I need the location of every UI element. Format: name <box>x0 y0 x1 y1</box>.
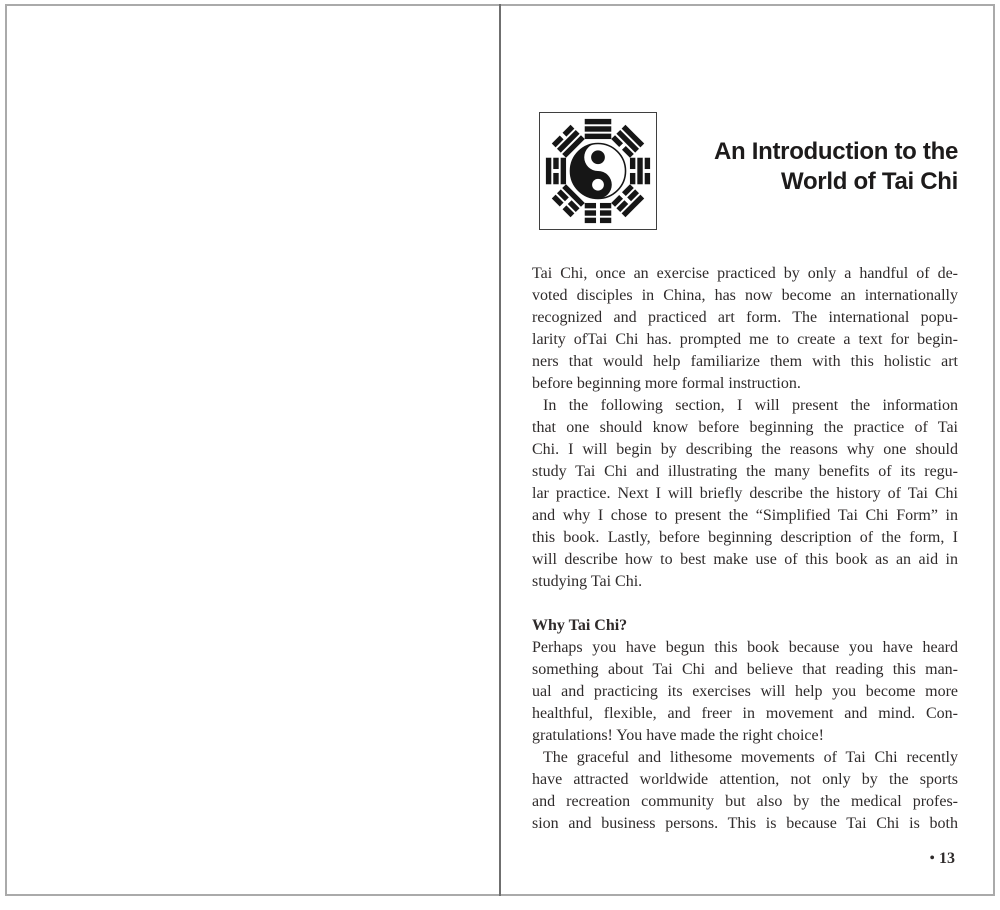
text-line: healthful, flexible, and freer in movement and mind. Con- <box>532 705 958 722</box>
text-line: and why I chose to present the “Simplified Tai Chi Form” in <box>532 507 958 524</box>
text-line: before beginning more formal instruction. <box>532 375 801 392</box>
text-line: recognized and practiced art form. The international popu- <box>532 309 958 326</box>
chapter-title-line-1: An Introduction to the <box>713 138 958 165</box>
text-line: study Tai Chi and illustrating the many benefits of its regu- <box>532 463 958 480</box>
section-heading: Why Tai Chi? <box>532 617 628 634</box>
bullet-icon: • <box>929 850 935 867</box>
text-line: studying Tai Chi. <box>532 573 643 590</box>
body-text <box>532 263 958 835</box>
chapter-title <box>538 137 958 197</box>
text-line: Tai Chi, once an exercise practiced by only a handful of de- <box>532 265 958 282</box>
text-line: Chi. I will begin by describing the reasons why one should <box>532 441 958 458</box>
text-line: Perhaps you have begun this book because you have heard <box>532 639 958 656</box>
text-line: ners that would help familiarize them with this holistic art <box>532 353 958 370</box>
text-line: and recreation community but also by the medical profes- <box>532 793 958 810</box>
page-number-value: 13 <box>939 850 955 867</box>
page-number <box>929 848 955 870</box>
text-line: sion and business persons. This is because Tai Chi is both <box>532 815 958 832</box>
text-line: In the following section, I will present the information <box>543 397 958 414</box>
page-left-blank <box>7 6 499 894</box>
text-line: lar practice. Next I will briefly describe the history of Tai Chi <box>532 485 958 502</box>
text-line: have attracted worldwide attention, not only by the sports <box>532 771 958 788</box>
text-line: will describe how to best make use of this book as an aid in <box>532 551 958 568</box>
text-line: gratulations! You have made the right choice! <box>532 727 824 744</box>
chapter-title-line-2: World of Tai Chi <box>781 168 958 195</box>
text-line: this book. Lastly, before beginning description of the form, I <box>532 529 958 546</box>
text-line: something about Tai Chi and believe that reading this man- <box>532 661 958 678</box>
text-line: ual and practicing its exercises will help you become more <box>532 683 958 700</box>
text-line: voted disciples in China, has now become an internationally <box>532 287 958 304</box>
text-line: The graceful and lithesome movements of Tai Chi recently <box>543 749 958 766</box>
text-line: that one should know before beginning the practice of Tai <box>532 419 958 436</box>
text-line: larity ofTai Chi has. prompted me to create a text for begin- <box>532 331 958 348</box>
